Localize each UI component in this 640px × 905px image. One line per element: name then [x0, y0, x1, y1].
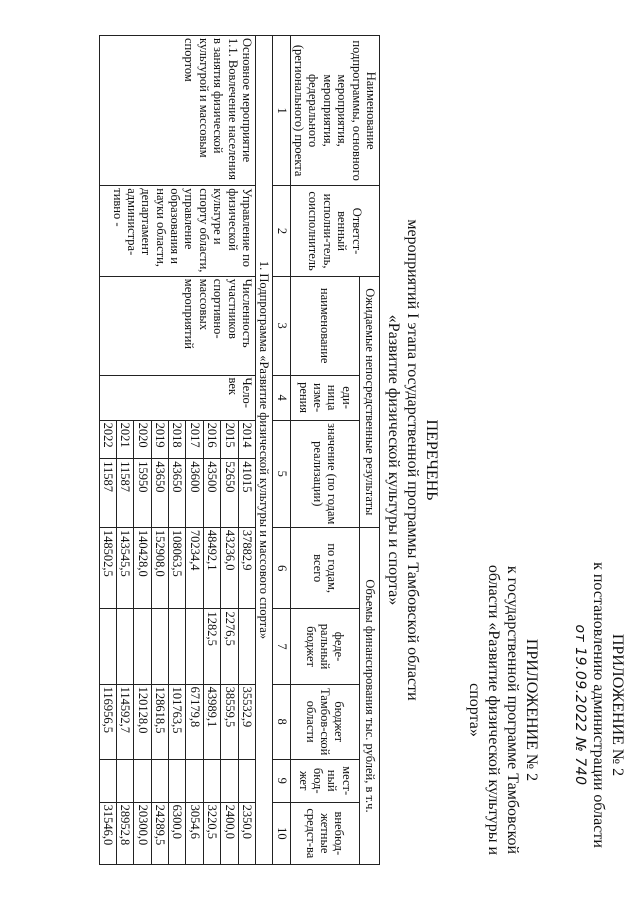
federal-cell [169, 609, 186, 684]
total-cell: 152908,0 [151, 527, 168, 609]
local-cell [203, 759, 220, 802]
regional-cell: 35532,9 [238, 684, 255, 759]
appendix-program-line1: к государственной программе Тамбовской [504, 565, 522, 855]
appendix-order-line: к постановлению администрации области [590, 562, 608, 848]
header-funding-regional: бюджет Тамбов-ской области [290, 684, 359, 759]
year-cell: 2021 [117, 420, 134, 459]
document-heading [383, 180, 440, 740]
regional-cell: 101763,5 [169, 684, 186, 759]
local-cell [238, 759, 255, 802]
regional-cell: 67179,8 [186, 684, 203, 759]
value-cell: 43650 [151, 459, 168, 528]
header-funding-federal: феде-ральный бюджет [290, 609, 359, 684]
header-funding: Объемы финансирования тыс. рублей, в т.ч. [360, 527, 380, 864]
header-expected-name: наименование [290, 276, 359, 375]
handwritten-date-number: от 19.09.2022 № 740 [572, 624, 589, 786]
indicator-unit: Чело-век [99, 375, 255, 420]
col-number: 2 [273, 186, 290, 277]
federal-cell [151, 609, 168, 684]
year-cell: 2014 [238, 420, 255, 459]
appendix-order-title: ПРИЛОЖЕНИЕ № 2 [609, 633, 626, 777]
federal-cell [238, 609, 255, 684]
total-cell: 108063,5 [169, 527, 186, 609]
federal-cell: 1282,5 [203, 609, 220, 684]
header-funding-extra: внебюд-жетные средст-ва [290, 802, 359, 864]
header-responsible: Ответст-венный исполни-тель, соисполнитель [290, 186, 379, 277]
activity-name: Основное мероприятие 1.1. Вовлечение населения в занятия физической культурой и массовым спортом [99, 36, 255, 186]
appendix-program-line2: области «Развитие физической культуры и [485, 564, 503, 856]
col-number: 1 [273, 36, 290, 186]
indicator-name: Численность участников спортивно-массовых мероприятий [99, 276, 255, 375]
col-number: 10 [273, 802, 290, 864]
local-cell [99, 759, 116, 802]
col-number: 4 [273, 375, 290, 420]
header-funding-local: мест-ный бюд-жет [290, 759, 359, 802]
activity-responsible: Управление по физической культуре и спорту области, управление образования и науки области, департамент администра-тивно - [99, 186, 255, 277]
appendix-program-title: ПРИЛОЖЕНИЕ № 2 [523, 638, 540, 782]
extra-cell: 28952,8 [117, 802, 134, 864]
year-cell: 2020 [134, 420, 151, 459]
extra-cell: 20300,0 [134, 802, 151, 864]
regional-cell: 114592,7 [117, 684, 134, 759]
value-cell: 43650 [169, 459, 186, 528]
total-cell: 140428,0 [134, 527, 151, 609]
federal-cell [99, 609, 116, 684]
heading-line1: мероприятий I этапа государственной программы Тамбовской области [404, 219, 422, 701]
federal-cell [117, 609, 134, 684]
year-cell: 2019 [151, 420, 168, 459]
appendix-order-block [572, 540, 626, 870]
header-expected-value: значение (по годам реализации) [290, 420, 359, 527]
value-cell: 43500 [203, 459, 220, 528]
value-cell: 41015 [238, 459, 255, 528]
col-number: 8 [273, 684, 290, 759]
appendix-program-block [465, 540, 541, 880]
regional-cell: 116956,5 [99, 684, 116, 759]
local-cell [151, 759, 168, 802]
extra-cell: 24289,5 [151, 802, 168, 864]
col-number: 7 [273, 609, 290, 684]
year-cell: 2016 [203, 420, 220, 459]
year-cell: 2022 [99, 420, 116, 459]
year-cell: 2017 [186, 420, 203, 459]
value-cell: 11587 [99, 459, 116, 528]
regional-cell: 120128,0 [134, 684, 151, 759]
local-cell [186, 759, 203, 802]
total-cell: 37882,9 [238, 527, 255, 609]
extra-cell: 3220,5 [203, 802, 220, 864]
federal-cell: 2276,5 [221, 609, 238, 684]
activities-table [99, 35, 380, 865]
extra-cell: 2350,0 [238, 802, 255, 864]
regional-cell: 43989,1 [203, 684, 220, 759]
total-cell: 43236,0 [221, 527, 238, 609]
value-cell: 43600 [186, 459, 203, 528]
year-cell: 2015 [221, 420, 238, 459]
heading-line2: «Развитие физической культуры и спорта» [385, 314, 403, 606]
total-cell: 143545,5 [117, 527, 134, 609]
local-cell [169, 759, 186, 802]
value-cell: 11587 [117, 459, 134, 528]
regional-cell: 38559,5 [221, 684, 238, 759]
total-cell: 48492,1 [203, 527, 220, 609]
value-cell: 15950 [134, 459, 151, 528]
federal-cell [134, 609, 151, 684]
heading-title: ПЕРЕЧЕНЬ [423, 419, 440, 501]
year-cell: 2018 [169, 420, 186, 459]
header-name: Наименование подпрограммы, основного мероприятия, мероприятия, федерального (регионального) проекта [290, 36, 379, 186]
subprogram-row: 1. Подпрограмма «Развитие физической культуры и массового спорта» [256, 36, 273, 865]
total-cell: 148502,5 [99, 527, 116, 609]
extra-cell: 2400,0 [221, 802, 238, 864]
local-cell [221, 759, 238, 802]
federal-cell [186, 609, 203, 684]
value-cell: 52650 [221, 459, 238, 528]
appendix-program-line3: спорта» [466, 683, 484, 737]
local-cell [117, 759, 134, 802]
col-number: 5 [273, 420, 290, 527]
header-expected-unit: еди-ница изме-рения [290, 375, 359, 420]
regional-cell: 128618,5 [151, 684, 168, 759]
header-funding-total: по годам, всего [290, 527, 359, 609]
extra-cell: 6300,0 [169, 802, 186, 864]
total-cell: 70234,4 [186, 527, 203, 609]
col-number: 9 [273, 759, 290, 802]
extra-cell: 3054,6 [186, 802, 203, 864]
local-cell [134, 759, 151, 802]
header-expected: Ожидаемые непосредственные результаты [360, 276, 380, 527]
col-number: 3 [273, 276, 290, 375]
extra-cell: 31546,0 [99, 802, 116, 864]
col-number: 6 [273, 527, 290, 609]
